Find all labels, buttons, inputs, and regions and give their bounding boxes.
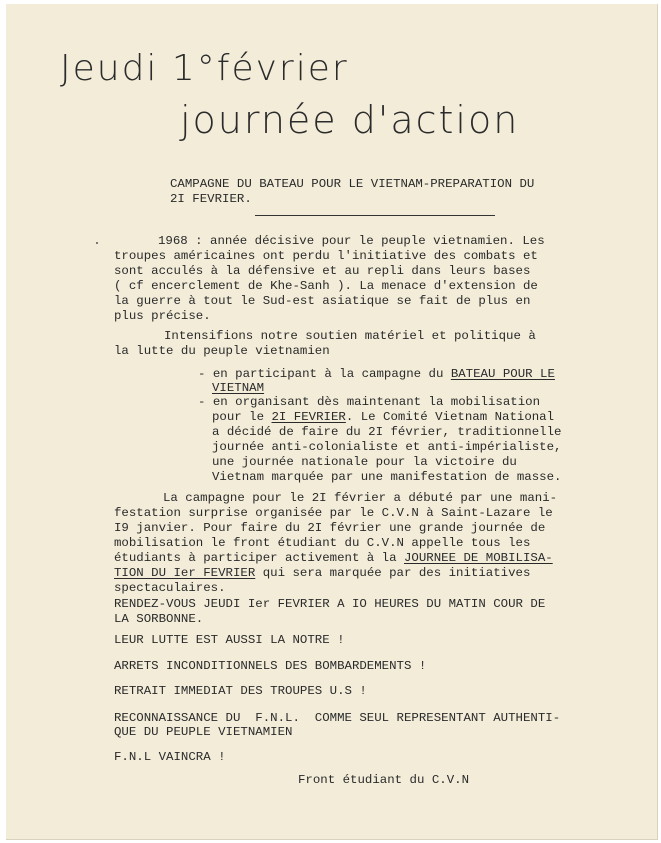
paragraph1-line3: sont acculés à la défensive et au repli dans leurs bases xyxy=(114,264,531,278)
paragraph3-line3: I9 janvier. Pour faire du 2I février une grande journée de xyxy=(114,521,546,535)
handwritten-action-heading: journée d'action xyxy=(180,98,520,142)
bullet2-line1: - en organisant dès maintenant la mobilisation xyxy=(198,395,541,409)
slogan-retrait-troupes: RETRAIT IMMEDIAT DES TROUPES U.S ! xyxy=(114,684,367,698)
paragraph1-line2: troupes américaines ont perdu l'initiative des combats et xyxy=(114,249,538,263)
bullet1-line1: - en participant à la campagne du BATEAU POUR LE xyxy=(198,367,555,381)
bullet2-line4: journée anti-colonialiste et anti-impérialiste, xyxy=(212,440,562,454)
slogan-reconnaissance-line2: QUE DU PEUPLE VIETNAMIEN xyxy=(114,725,293,739)
paragraph3-line5: étudiants à participer activement à la JOURNEE DE MOBILISA- xyxy=(114,551,553,565)
paragraph2-line2: la lutte du peuple vietnamien xyxy=(114,344,330,358)
paragraph1-line6: plus précise. xyxy=(114,309,211,323)
bullet2-line2: pour le 2I FEVRIER. Le Comité Vietnam National xyxy=(212,410,555,424)
paragraph1-line5: la guerre à tout le Sud-est asiatique se fait de plus en xyxy=(114,294,531,308)
slogan-reconnaissance-line1: RECONNAISSANCE DU F.N.L. COMME SEUL REPRESENTANT AUTHENTI- xyxy=(114,711,561,725)
handwritten-date-heading: Jeudi 1°février xyxy=(60,48,349,89)
paragraph1-line1: 1968 : année décisive pour le peuple vietnamien. Les xyxy=(158,234,545,248)
divider-line xyxy=(255,215,495,216)
signature: Front étudiant du C.V.N xyxy=(298,773,470,787)
paragraph2-line1: Intensifions notre soutien matériel et politique à xyxy=(164,329,536,343)
rendezvous-line1: RENDEZ-VOUS JEUDI Ier FEVRIER A IO HEURES DU MATIN COUR DE xyxy=(114,597,546,611)
slogan-arrets-bombardements: ARRETS INCONDITIONNELS DES BOMBARDEMENTS ! xyxy=(114,659,427,673)
bullet2-line5: une journée nationale pour la victoire du xyxy=(212,455,517,469)
margin-dot xyxy=(96,242,98,244)
slogan-fnl-vaincra: F.N.L VAINCRA ! xyxy=(114,750,226,764)
paragraph1-line4: ( cf encerclement de Khe-Sanh ). La menace d'extension de xyxy=(114,279,538,293)
paragraph3-line2: festation surprise organisée par le C.V.N à Saint-Lazare le xyxy=(114,506,553,520)
bullet2-line6: Vietnam marquée par une manifestation de masse. xyxy=(212,470,562,484)
bullet1-line2: VIETNAM xyxy=(212,381,265,395)
campaign-title-line1: CAMPAGNE DU BATEAU POUR LE VIETNAM-PREPARATION DU xyxy=(170,177,535,191)
paragraph3-line1: La campagne pour le 2I février a débuté par une mani- xyxy=(163,491,558,505)
paragraph3-line4: mobilisation le front étudiant du C.V.N appelle tous les xyxy=(114,536,531,550)
rendezvous-line2: LA SORBONNE. xyxy=(114,612,204,626)
campaign-title-line2: 2I FEVRIER. xyxy=(170,192,252,206)
paragraph3-line7: spectaculaires. xyxy=(114,581,226,595)
paragraph3-line6: TION DU Ier FEVRIER qui sera marquée par des initiatives xyxy=(114,566,531,580)
bullet2-line3: a décidé de faire du 2I février, traditionnelle xyxy=(212,425,562,439)
slogan-leur-lutte: LEUR LUTTE EST AUSSI LA NOTRE ! xyxy=(114,633,345,647)
